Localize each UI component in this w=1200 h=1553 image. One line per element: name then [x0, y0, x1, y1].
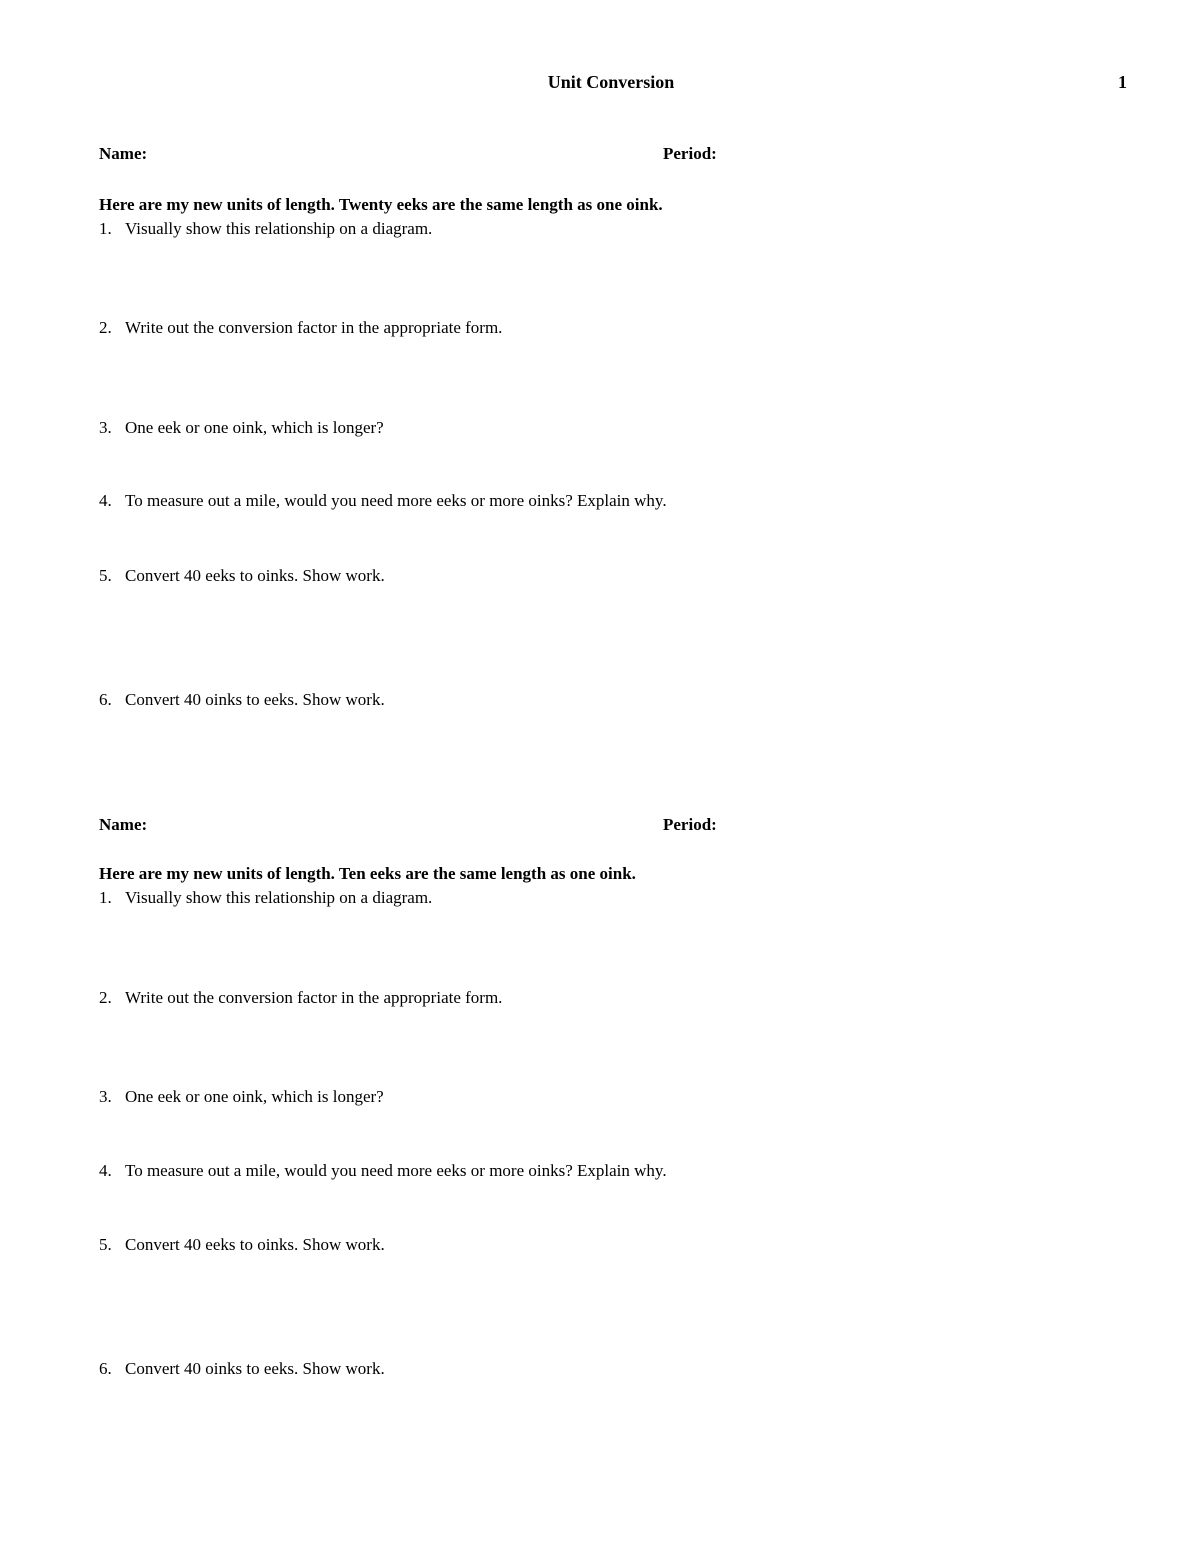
question-6 [99, 1359, 385, 1379]
question-number: 2. [99, 988, 112, 1007]
question-3 [99, 1087, 384, 1107]
name-label: Name: [99, 815, 148, 834]
page-number: 1 [1118, 72, 1127, 92]
question-number: 3. [99, 418, 112, 437]
question-4 [99, 491, 667, 511]
question-1 [99, 888, 432, 908]
question-number: 6. [99, 690, 112, 709]
question-text: To measure out a mile, would you need more eeks or more oinks? Explain why. [125, 491, 667, 510]
question-text: Write out the conversion factor in the appropriate form. [125, 318, 503, 337]
question-text: Convert 40 eeks to oinks. Show work. [125, 1235, 385, 1254]
question-5 [99, 566, 385, 586]
question-number: 3. [99, 1087, 112, 1106]
question-text: Convert 40 oinks to eeks. Show work. [125, 1359, 385, 1378]
question-number: 2. [99, 318, 112, 337]
question-text: Visually show this relationship on a diagram. [125, 888, 433, 907]
question-3 [99, 418, 384, 438]
question-text: Write out the conversion factor in the appropriate form. [125, 988, 503, 1007]
question-number: 4. [99, 491, 112, 510]
question-text: To measure out a mile, would you need more eeks or more oinks? Explain why. [125, 1161, 667, 1180]
name-label: Name: [99, 144, 148, 163]
question-number: 4. [99, 1161, 112, 1180]
page-title: Unit Conversion [547, 72, 675, 92]
question-number: 6. [99, 1359, 112, 1378]
question-1 [99, 219, 432, 239]
question-2 [99, 988, 502, 1008]
question-text: Convert 40 eeks to oinks. Show work. [125, 566, 385, 585]
question-text: Convert 40 oinks to eeks. Show work. [125, 690, 385, 709]
question-number: 5. [99, 566, 112, 585]
question-number: 1. [99, 888, 112, 907]
question-text: One eek or one oink, which is longer? [125, 418, 384, 437]
question-number: 5. [99, 1235, 112, 1254]
period-label: Period: [663, 815, 717, 834]
question-5 [99, 1235, 385, 1255]
question-number: 1. [99, 219, 112, 238]
question-4 [99, 1161, 667, 1181]
section-intro: Here are my new units of length. Twenty eeks are the same length as one oink. [99, 195, 663, 214]
section-intro: Here are my new units of length. Ten eeks are the same length as one oink. [99, 864, 636, 883]
question-6 [99, 690, 385, 710]
period-label: Period: [663, 144, 717, 163]
question-2 [99, 318, 502, 338]
question-text: Visually show this relationship on a diagram. [125, 219, 433, 238]
question-text: One eek or one oink, which is longer? [125, 1087, 384, 1106]
